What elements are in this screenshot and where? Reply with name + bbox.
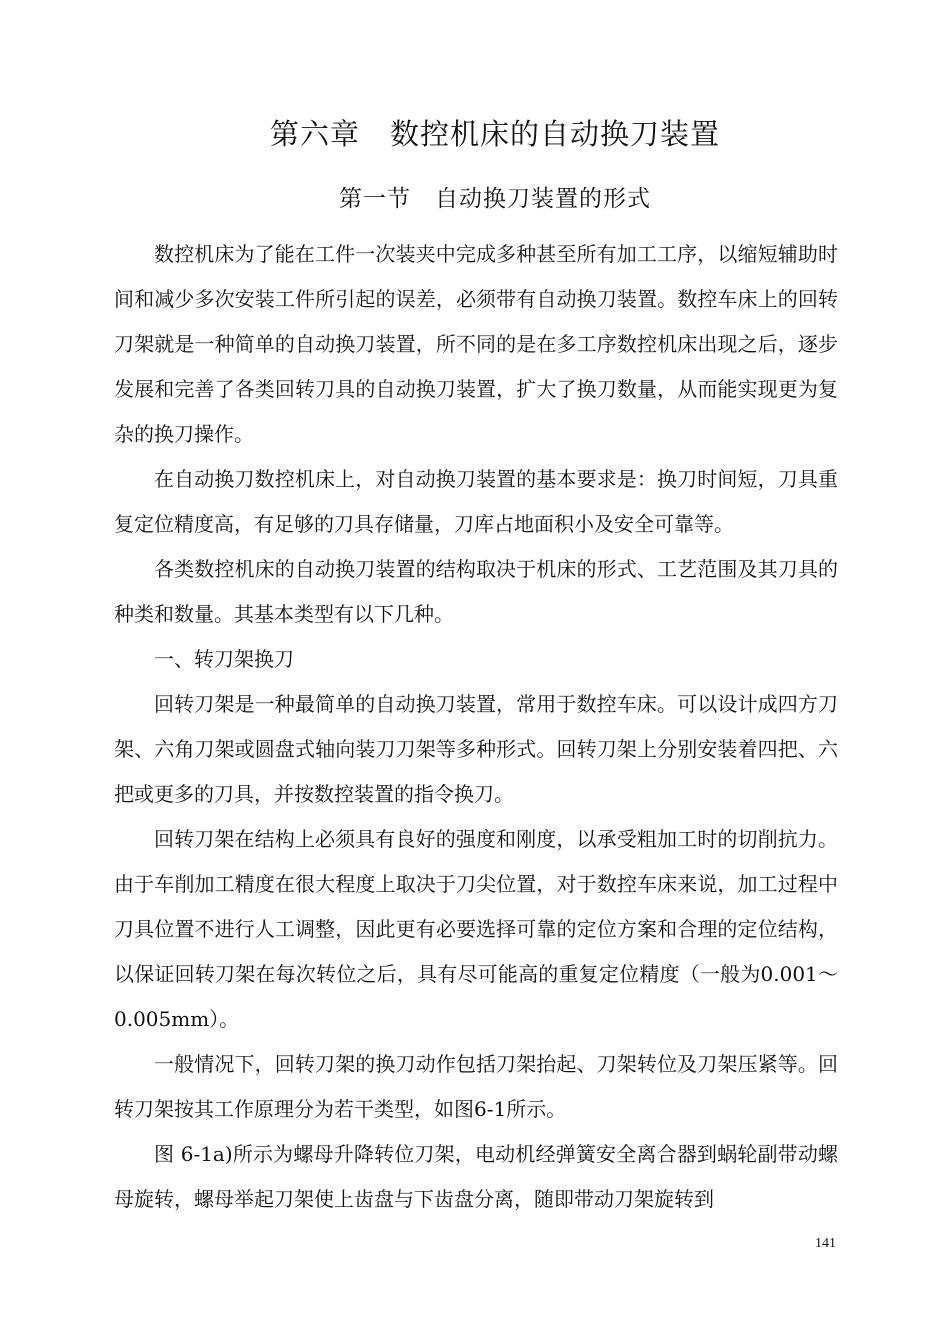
paragraph: 一般情况下，回转刀架的换刀动作包括刀架抬起、刀架转位及刀架压紧等。回转刀架按其工作原理分为若干类型，如图6-1所示。 (114, 1052, 838, 1121)
paragraph: 回转刀架是一种最简单的自动换刀装置，常用于数控车床。可以设计成四方刀架、六角刀架或圆盘式轴向装刀刀架等多种形式。回转刀架上分别安装着四把、六把或更多的刀具，并按数控装置的指令换刀。 (114, 692, 838, 806)
paragraph: 在自动换刀数控机床上，对自动换刀装置的基本要求是：换刀时间短，刀具重复定位精度高，有足够的刀具存储量，刀库占地面积小及安全可靠等。 (114, 467, 838, 536)
page-number: 141 (815, 1236, 836, 1251)
paragraph: 各类数控机床的自动换刀装置的结构取决于机床的形式、工艺范围及其刀具的种类和数量。其基本类型有以下几种。 (114, 557, 838, 626)
paragraph: 数控机床为了能在工件一次装夹中完成多种甚至所有加工工序，以缩短辅助时间和减少多次安装工件所引起的误差，必须带有自动换刀装置。数控车床上的回转刀架就是一种简单的自动换刀装置，所不同的是在多工序数控机床出现之后，逐步发展和完善了各类回转刀具的自动换刀装置，扩大了换刀数量，从而能实现更为复杂的换刀操作。 (114, 242, 838, 446)
paragraph: 图 6-1a)所示为螺母升降转位刀架，电动机经弹簧安全离合器到蜗轮副带动螺母旋转，螺母举起刀架使上齿盘与下齿盘分离，随即带动刀架旋转到 (114, 1142, 838, 1211)
subsection-heading: 一、转刀架换刀 (154, 647, 294, 671)
body-text (114, 232, 838, 1222)
chapter-title: 第六章 数控机床的自动换刀装置 (269, 117, 720, 151)
section-title: 第一节 自动换刀装置的形式 (339, 186, 651, 212)
paragraph: 回转刀架在结构上必须具有良好的强度和刚度，以承受粗加工时的切削抗力。由于车削加工精度在很大程度上取决于刀尖位置，对于数控车床来说，加工过程中刀具位置不进行人工调整，因此更有必要选择可靠的定位方案和合理的定位结构，以保证回转刀架在每次转位之后，具有尽可能高的重复定位精度（一般为0.001～0.005mm）。 (114, 827, 838, 1031)
